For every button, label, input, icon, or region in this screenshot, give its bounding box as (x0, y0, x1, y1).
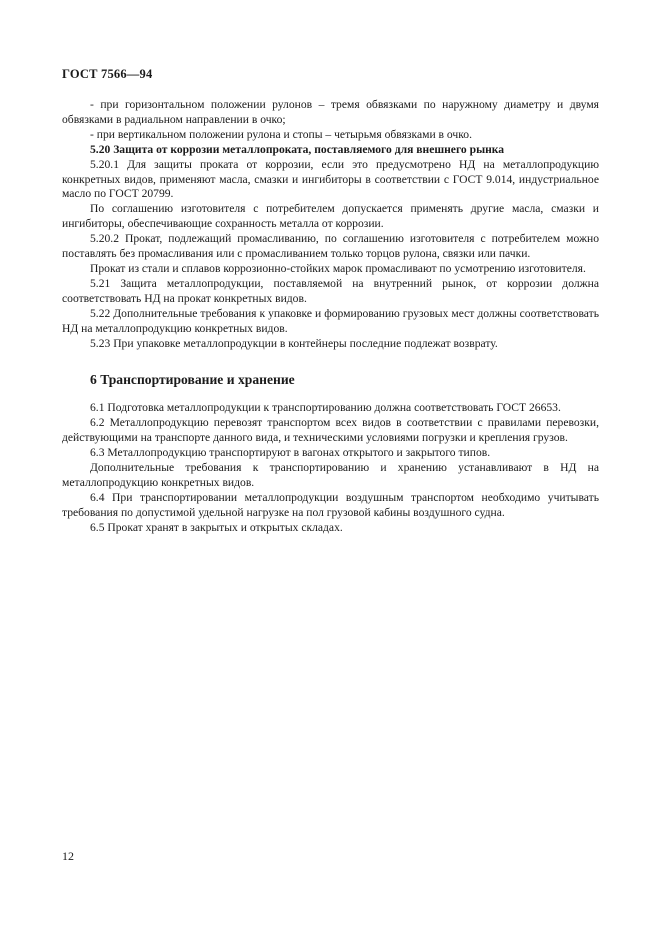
paragraph: 6.1 Подготовка металлопродукции к транспортированию должна соответствовать ГОСТ 26653. (90, 401, 561, 415)
document-header: ГОСТ 7566—94 (62, 67, 153, 81)
document-body (62, 98, 599, 536)
paragraph: 6.3 Металлопродукцию транспортируют в вагонах открытого и закрытого типов. (90, 446, 491, 460)
paragraph: 6.4 При транспортировании металлопродукции воздушным транспортом необходимо учитывать требования по допустимой удельной нагрузке на пол грузовой кабины воздушного судна. (62, 490, 599, 519)
section-5-paragraphs (62, 98, 599, 351)
paragraph: 5.20.1 Для защиты проката от коррозии, если это предусмотрено НД на металлопродукцию конкретных видов, применяют масла, смазки и ингибиторы в соответствии с ГОСТ 9.014, индустриальное масло по ГОСТ 20799. (62, 157, 599, 201)
paragraph: - при вертикальном положении рулона и стопы – четырьмя обвязками в очко. (90, 127, 472, 141)
section-6-title: 6 Транспортирование и хранение (90, 372, 295, 388)
paragraph: - при горизонтальном положении рулонов – тремя обвязками по наружному диаметру и двумя обвязками в радиальном направлении в очко; (62, 98, 599, 126)
paragraph: По соглашению изготовителя с потребителем допускается применять другие масла, смазки и ингибиторы, обеспечивающие сохранность металла от коррозии. (62, 202, 599, 231)
paragraph: Дополнительные требования к транспортированию и хранению устанавливают в НД на металлопродукцию конкретных видов. (62, 461, 599, 489)
paragraph: 5.21 Защита металлопродукции, поставляемой на внутренний рынок, от коррозии должна соответствовать НД на прокат конкретных видов. (62, 276, 599, 305)
paragraph: Прокат из стали и сплавов коррозионно-стойких марок промасливают по усмотрению изготовителя. (90, 261, 586, 275)
paragraph: 5.23 При упаковке металлопродукции в контейнеры последние подлежат возврату. (90, 336, 498, 350)
page-number: 12 (62, 849, 74, 863)
clause-heading-5-20: 5.20 Защита от коррозии металлопроката, поставляемого для внешнего рынка (90, 142, 505, 156)
paragraph: 5.22 Дополнительные требования к упаковке и формированию грузовых мест должны соответствовать НД на металлопродукцию конкретных видов. (62, 306, 599, 335)
paragraph: 6.2 Металлопродукцию перевозят транспортом всех видов в соответствии с правилами перевозки, действующими на транспорте данного вида, и техническими условиями погрузки и крепления грузов. (62, 416, 599, 445)
section-6-paragraphs (62, 401, 599, 535)
paragraph: 6.5 Прокат хранят в закрытых и открытых складах. (90, 520, 343, 534)
paragraph: 5.20.2 Прокат, подлежащий промасливанию, по соглашению изготовителя с потребителем можно поставлять без промасливания или с промасливанием только торцов рулона, связки или пачки. (62, 232, 599, 261)
